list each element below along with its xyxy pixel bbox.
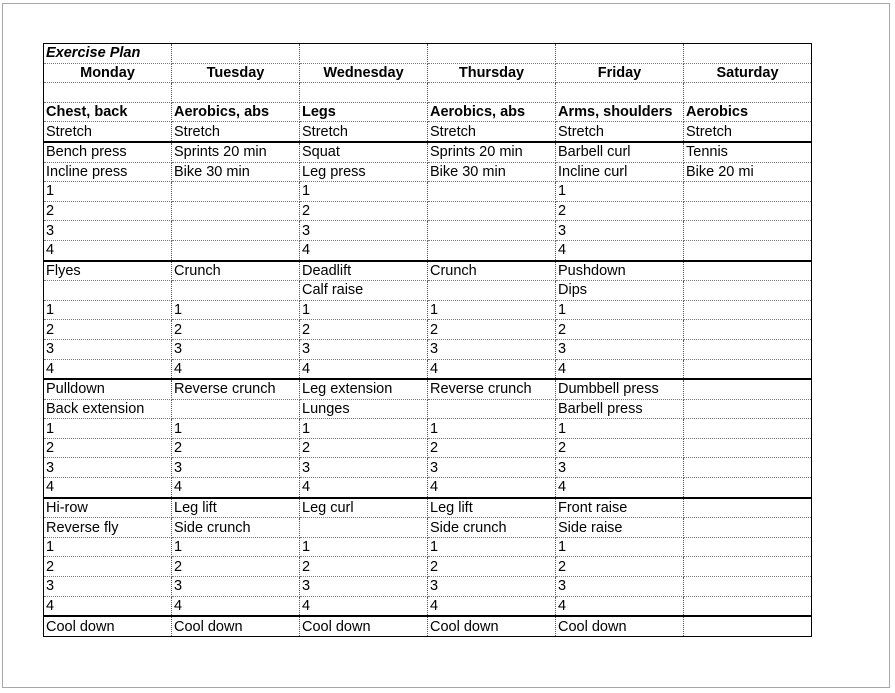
table-cell	[684, 458, 812, 478]
table-cell: 2	[300, 557, 428, 577]
empty-cell	[684, 83, 812, 103]
table-cell: 4	[428, 596, 556, 616]
table-cell: Hi-row	[44, 498, 172, 518]
table-cell: Stretch	[172, 122, 300, 142]
focus-thursday: Aerobics, abs	[428, 102, 556, 122]
table-cell: 3	[428, 577, 556, 597]
table-cell: Crunch	[172, 261, 300, 281]
table-cell: 1	[172, 300, 300, 320]
table-cell: 3	[300, 577, 428, 597]
table-cell: Crunch	[428, 261, 556, 281]
table-cell	[684, 221, 812, 241]
table-cell	[300, 518, 428, 538]
table-row	[44, 577, 812, 597]
table-cell: Reverse crunch	[428, 379, 556, 399]
table-cell	[172, 221, 300, 241]
table-body	[44, 44, 812, 637]
table-cell: Stretch	[44, 122, 172, 142]
table-cell: 4	[300, 359, 428, 379]
table-cell: 1	[556, 537, 684, 557]
table-cell: 1	[44, 419, 172, 439]
empty-cell	[172, 44, 300, 64]
day-header-wednesday: Wednesday	[300, 63, 428, 83]
table-cell: Leg extension	[300, 379, 428, 399]
table-row	[44, 518, 812, 538]
table-cell: Reverse crunch	[172, 379, 300, 399]
table-cell	[428, 201, 556, 221]
table-cell: 4	[556, 359, 684, 379]
empty-cell	[300, 44, 428, 64]
table-cell	[684, 281, 812, 301]
empty-cell	[556, 83, 684, 103]
focus-wednesday: Legs	[300, 102, 428, 122]
table-cell	[428, 240, 556, 260]
empty-cell	[556, 44, 684, 64]
table-cell: 2	[172, 557, 300, 577]
table-cell: 4	[172, 359, 300, 379]
table-cell: 2	[428, 320, 556, 340]
table-cell: 2	[556, 201, 684, 221]
table-cell: Leg press	[300, 162, 428, 182]
table-cell: Calf raise	[300, 281, 428, 301]
title-row	[44, 44, 812, 64]
table-cell: 2	[428, 557, 556, 577]
table-cell: Pushdown	[556, 261, 684, 281]
table-cell	[684, 300, 812, 320]
table-cell: 4	[44, 596, 172, 616]
table-row	[44, 281, 812, 301]
table-cell: 2	[44, 557, 172, 577]
day-header-saturday: Saturday	[684, 63, 812, 83]
table-cell	[684, 182, 812, 202]
table-cell: Cool down	[556, 616, 684, 636]
table-cell: Barbell press	[556, 399, 684, 419]
table-cell: 1	[44, 300, 172, 320]
table-cell: 2	[44, 320, 172, 340]
table-cell: 4	[556, 596, 684, 616]
table-cell: 4	[172, 596, 300, 616]
table-cell	[44, 281, 172, 301]
table-cell: 1	[172, 537, 300, 557]
table-row	[44, 399, 812, 419]
table-cell	[428, 182, 556, 202]
table-cell	[684, 498, 812, 518]
table-cell: Bench press	[44, 142, 172, 162]
table-cell: Lunges	[300, 399, 428, 419]
table-cell: 1	[300, 182, 428, 202]
table-cell: Stretch	[300, 122, 428, 142]
day-header-tuesday: Tuesday	[172, 63, 300, 83]
table-row	[44, 419, 812, 439]
table-cell	[172, 201, 300, 221]
table-cell: Squat	[300, 142, 428, 162]
empty-cell	[428, 83, 556, 103]
table-cell: Sprints 20 min	[428, 142, 556, 162]
table-cell: 2	[428, 438, 556, 458]
table-cell	[684, 359, 812, 379]
table-cell: Incline curl	[556, 162, 684, 182]
table-cell: 3	[300, 339, 428, 359]
table-cell: 3	[172, 458, 300, 478]
table-cell	[684, 261, 812, 281]
table-cell	[684, 419, 812, 439]
table-cell	[172, 281, 300, 301]
table-cell: 2	[44, 438, 172, 458]
table-cell: Stretch	[428, 122, 556, 142]
table-cell	[428, 221, 556, 241]
table-cell: 4	[556, 240, 684, 260]
table-cell	[684, 478, 812, 498]
table-cell: 2	[556, 320, 684, 340]
table-cell: 3	[556, 221, 684, 241]
table-cell: 1	[556, 300, 684, 320]
table-cell: Dumbbell press	[556, 379, 684, 399]
table-row	[44, 537, 812, 557]
day-header-thursday: Thursday	[428, 63, 556, 83]
day-header-row	[44, 63, 812, 83]
table-cell: Reverse fly	[44, 518, 172, 538]
table-cell: Deadlift	[300, 261, 428, 281]
empty-cell	[172, 83, 300, 103]
table-cell: Back extension	[44, 399, 172, 419]
table-cell: Barbell curl	[556, 142, 684, 162]
table-cell	[172, 182, 300, 202]
table-cell	[684, 201, 812, 221]
table-row	[44, 182, 812, 202]
table-cell	[684, 240, 812, 260]
table-cell: 3	[300, 221, 428, 241]
table-cell: 3	[556, 577, 684, 597]
table-row	[44, 359, 812, 379]
table-cell: 3	[44, 339, 172, 359]
table-cell: Bike 30 min	[172, 162, 300, 182]
table-row	[44, 339, 812, 359]
table-cell: Front raise	[556, 498, 684, 518]
table-row	[44, 379, 812, 399]
empty-cell	[44, 83, 172, 103]
table-cell	[684, 320, 812, 340]
empty-cell	[684, 44, 812, 64]
table-cell: Bike 30 min	[428, 162, 556, 182]
table-cell: Dips	[556, 281, 684, 301]
table-cell: Tennis	[684, 142, 812, 162]
table-cell	[684, 557, 812, 577]
table-cell: 2	[300, 201, 428, 221]
table-cell: 1	[556, 182, 684, 202]
table-cell: 1	[428, 537, 556, 557]
table-cell: 4	[44, 478, 172, 498]
table-cell: 1	[428, 300, 556, 320]
table-row	[44, 557, 812, 577]
table-cell	[684, 438, 812, 458]
table-cell: Leg curl	[300, 498, 428, 518]
table-cell: Pulldown	[44, 379, 172, 399]
table-cell: Side raise	[556, 518, 684, 538]
table-cell: 3	[300, 458, 428, 478]
table-cell	[684, 616, 812, 636]
table-cell: 3	[556, 458, 684, 478]
table-cell: Cool down	[172, 616, 300, 636]
table-row	[44, 616, 812, 636]
table-cell	[684, 339, 812, 359]
table-cell: Stretch	[556, 122, 684, 142]
table-cell: 4	[300, 596, 428, 616]
table-cell: Leg lift	[172, 498, 300, 518]
table-cell	[172, 399, 300, 419]
table-cell	[684, 518, 812, 538]
focus-friday: Arms, shoulders	[556, 102, 684, 122]
table-cell: 2	[44, 201, 172, 221]
table-cell: 1	[556, 419, 684, 439]
table-cell: 3	[428, 339, 556, 359]
focus-row	[44, 102, 812, 122]
table-cell: 1	[300, 537, 428, 557]
spacer-row	[44, 83, 812, 103]
table-row	[44, 201, 812, 221]
table-cell: 4	[428, 359, 556, 379]
table-cell: 3	[172, 577, 300, 597]
focus-tuesday: Aerobics, abs	[172, 102, 300, 122]
day-header-friday: Friday	[556, 63, 684, 83]
table-row	[44, 438, 812, 458]
table-cell: Side crunch	[428, 518, 556, 538]
table-cell: Bike 20 mi	[684, 162, 812, 182]
table-row	[44, 162, 812, 182]
table-cell	[684, 596, 812, 616]
table-cell: 2	[556, 438, 684, 458]
table-cell	[684, 537, 812, 557]
table-cell: 2	[300, 438, 428, 458]
empty-cell	[428, 44, 556, 64]
table-cell: 3	[556, 339, 684, 359]
table-row	[44, 478, 812, 498]
table-cell: 1	[44, 537, 172, 557]
table-cell: 2	[172, 320, 300, 340]
table-cell: Stretch	[684, 122, 812, 142]
table-row	[44, 498, 812, 518]
table-cell: 4	[428, 478, 556, 498]
table-cell	[172, 240, 300, 260]
table-cell: Leg lift	[428, 498, 556, 518]
table-row	[44, 596, 812, 616]
table-cell: Cool down	[300, 616, 428, 636]
table-cell: Incline press	[44, 162, 172, 182]
table-cell: 1	[44, 182, 172, 202]
table-cell: 2	[556, 557, 684, 577]
table-cell: Sprints 20 min	[172, 142, 300, 162]
table-cell: 4	[44, 359, 172, 379]
table-row	[44, 458, 812, 478]
table-cell: 1	[428, 419, 556, 439]
table-row	[44, 261, 812, 281]
table-row	[44, 142, 812, 162]
table-cell: 2	[300, 320, 428, 340]
table-row	[44, 122, 812, 142]
empty-cell	[300, 83, 428, 103]
table-row	[44, 221, 812, 241]
table-cell: 3	[44, 458, 172, 478]
table-cell: 1	[172, 419, 300, 439]
table-cell	[684, 379, 812, 399]
table-row	[44, 240, 812, 260]
table-cell: 1	[300, 419, 428, 439]
table-cell: 4	[300, 240, 428, 260]
table-cell: 4	[556, 478, 684, 498]
table-cell: 3	[44, 221, 172, 241]
exercise-plan-table	[43, 43, 812, 637]
table-cell: Side crunch	[172, 518, 300, 538]
day-header-monday: Monday	[44, 63, 172, 83]
table-cell: 4	[300, 478, 428, 498]
table-cell: 3	[44, 577, 172, 597]
table-cell: 2	[172, 438, 300, 458]
table-cell	[428, 399, 556, 419]
table-cell: Flyes	[44, 261, 172, 281]
focus-saturday: Aerobics	[684, 102, 812, 122]
table-cell: 3	[428, 458, 556, 478]
table-row	[44, 300, 812, 320]
table-cell	[684, 399, 812, 419]
table-cell: 4	[172, 478, 300, 498]
table-row	[44, 320, 812, 340]
focus-monday: Chest, back	[44, 102, 172, 122]
table-cell: Cool down	[428, 616, 556, 636]
plan-title: Exercise Plan	[44, 44, 172, 64]
table-cell: 1	[300, 300, 428, 320]
table-cell: 3	[172, 339, 300, 359]
table-cell: 4	[44, 240, 172, 260]
table-cell: Cool down	[44, 616, 172, 636]
table-cell	[684, 577, 812, 597]
table-cell	[428, 281, 556, 301]
